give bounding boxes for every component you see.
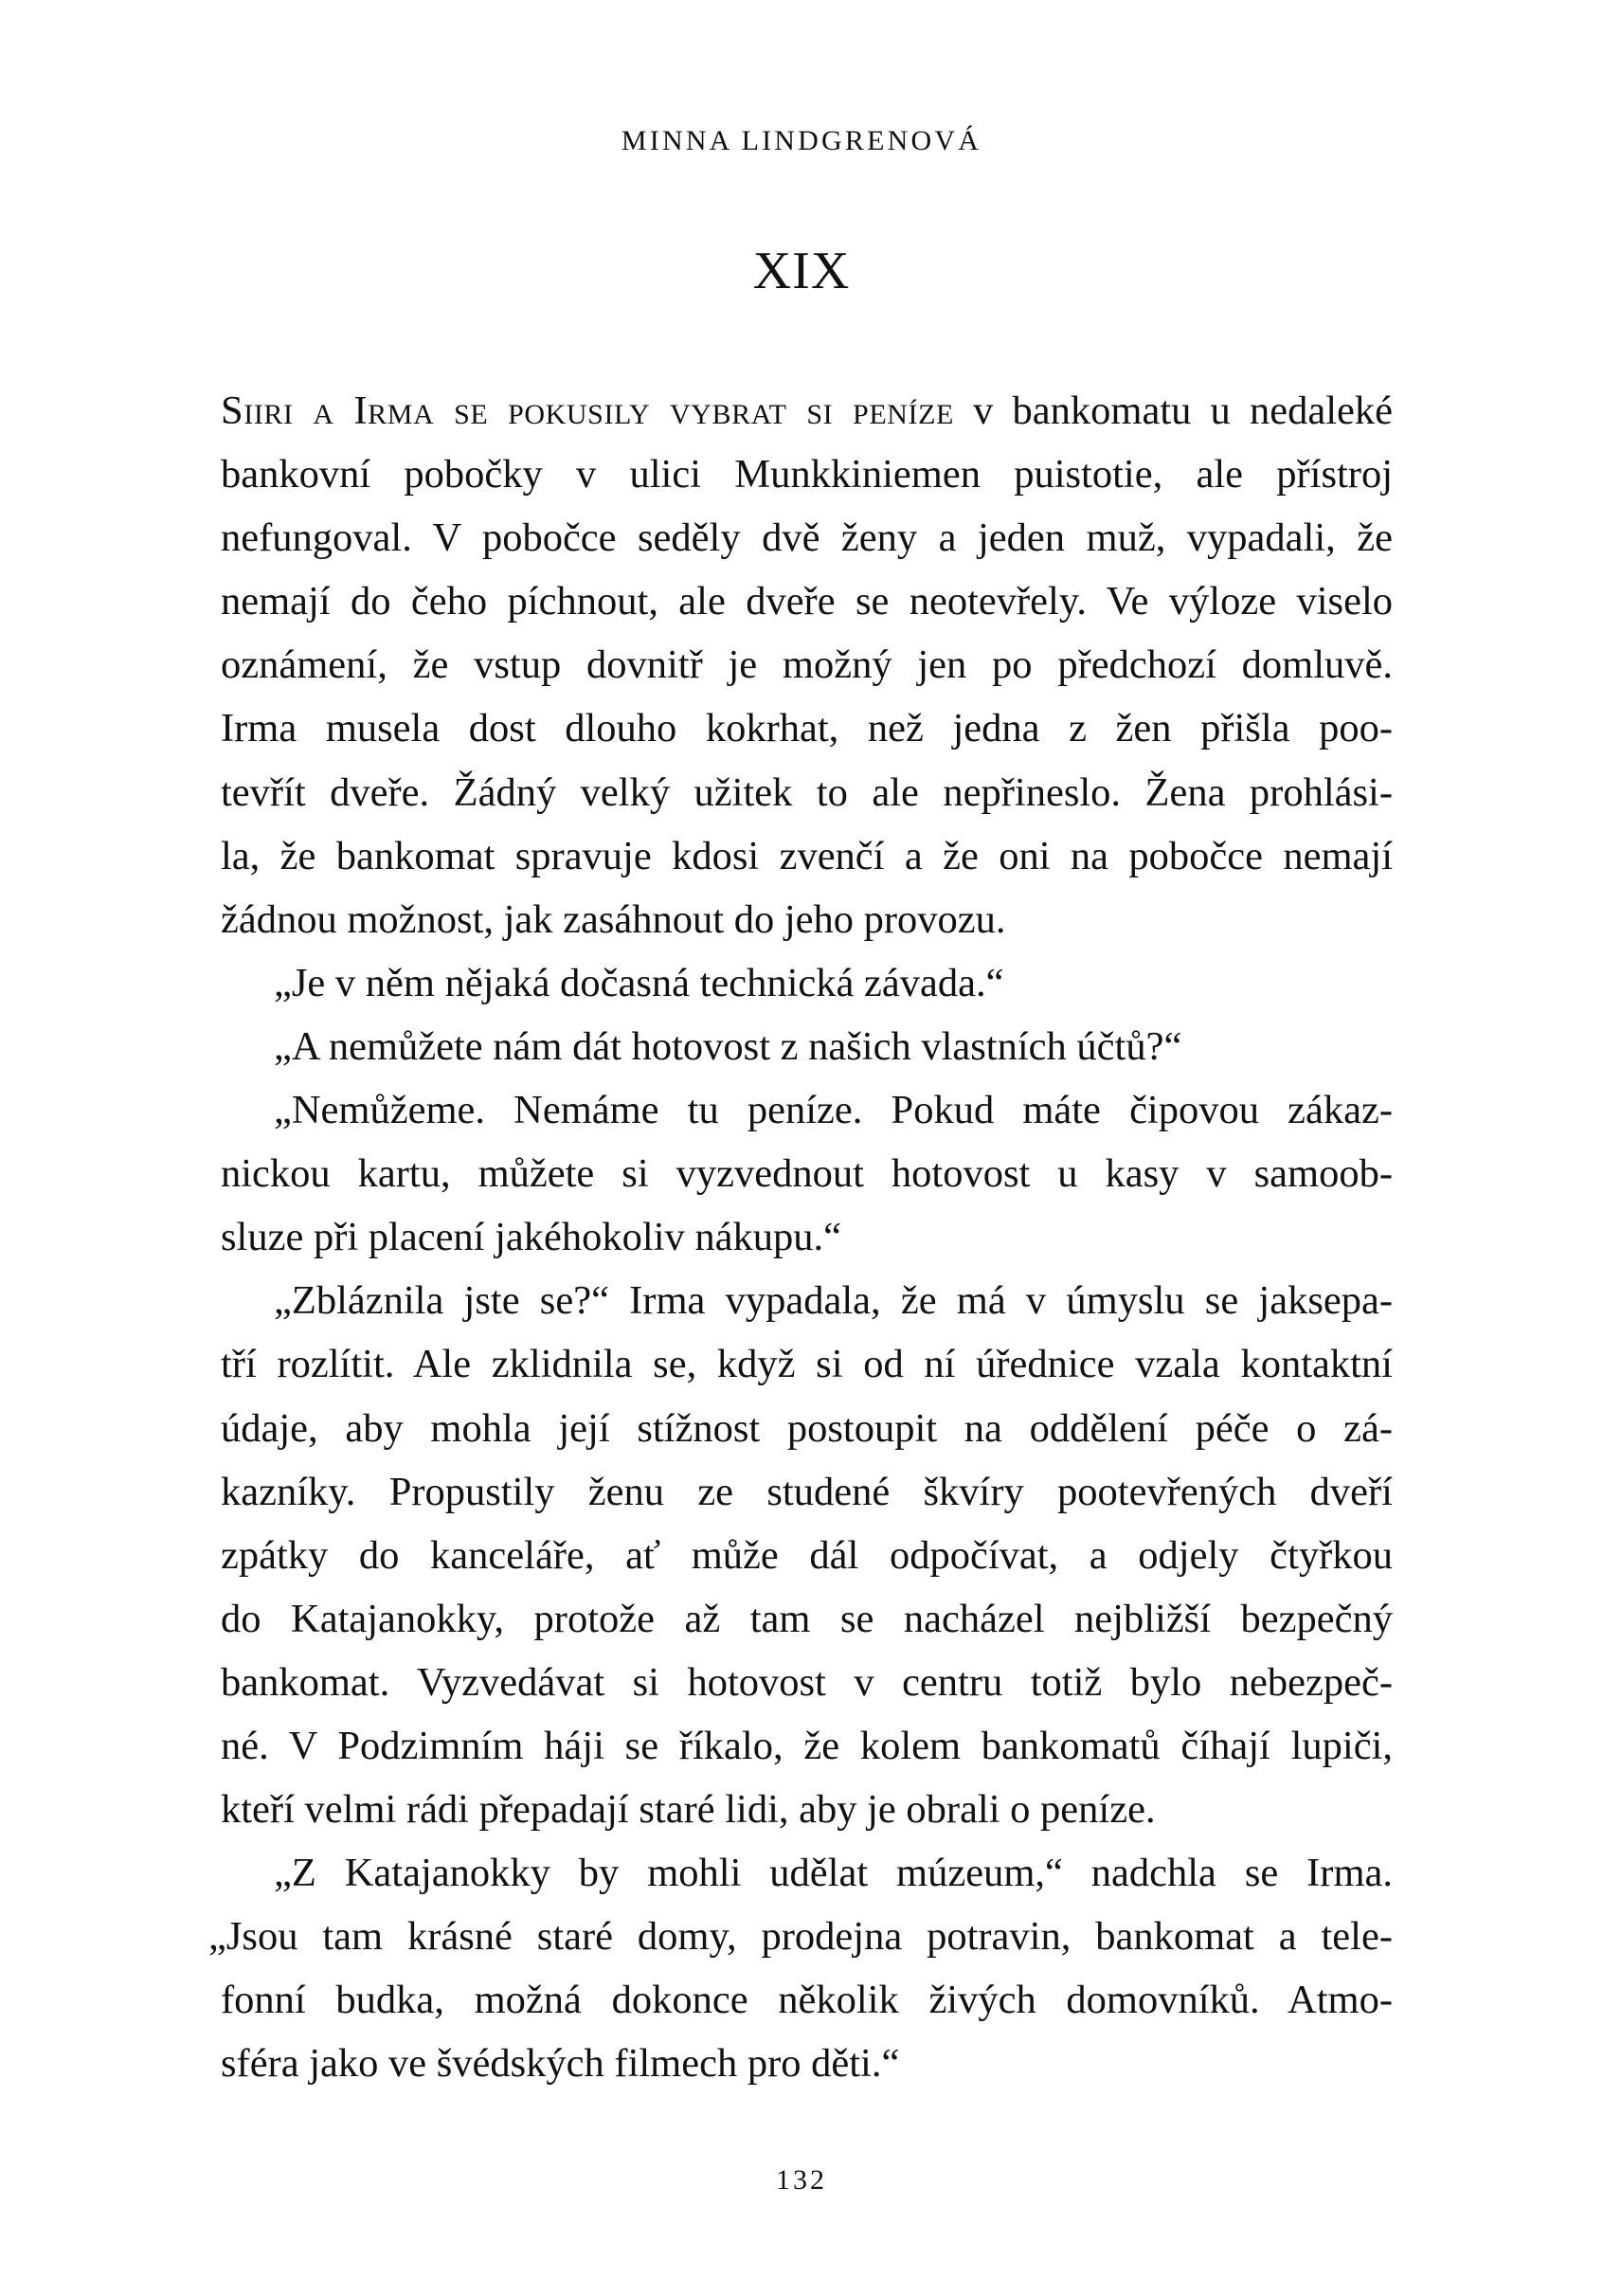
opening-smallcaps: Siiri a Irma se pokusily vybrat si peníze xyxy=(221,389,954,433)
text-line xyxy=(221,379,1393,443)
dialogue-line: „Zbláznila jste se?“ Irma vypadala, že má v úmyslu se jaksepa- xyxy=(274,1278,1393,1324)
text-line: tří rozlítit. Ale zklidnila se, když si od ní úřednice vzala kontaktní xyxy=(221,1342,1393,1387)
text-line: kteří velmi rádi přepadají staré lidi, aby je obrali o peníze. xyxy=(221,1787,1156,1833)
text-line: la, že bankomat spravuje kdosi zvenčí a že oni na pobočce nemají xyxy=(221,833,1393,878)
text-line: nemají do čeho píchnout, ale dveře se neotevřely. Ve výloze viselo xyxy=(221,579,1393,624)
text-line: Irma musela dost dlouho kokrhat, než jedna z žen přišla poo- xyxy=(221,706,1393,751)
dialogue-line: „Nemůžeme. Nemáme tu peníze. Pokud máte čipovou zákaz- xyxy=(274,1088,1393,1133)
text-line: nickou kartu, můžete si vyzvednout hotovost u kasy v samoob- xyxy=(221,1151,1393,1197)
dialogue-line: „Z Katajanokky by mohli udělat múzeum,“ nadchla se Irma. xyxy=(274,1851,1393,1896)
text-line: bankovní pobočky v ulici Munkkiniemen puistotie, ale přístroj xyxy=(221,452,1393,497)
dialogue-line: „Je v něm nějaká dočasná technická závada.“ xyxy=(274,960,1004,1005)
text-line: né. V Podzimním háji se říkalo, že kolem bankomatů číhají lupiči, xyxy=(221,1723,1393,1768)
text-line: tevřít dveře. Žádný velký užitek to ale nepřineslo. Žena prohlási- xyxy=(221,769,1393,815)
page-number: 132 xyxy=(776,2164,827,2196)
text-line: sluze při placení jakéhokoliv nákupu.“ xyxy=(221,1215,841,1260)
dialogue-line: „Jsou tam krásné staré domy, prodejna potravin, bankomat a tele- xyxy=(208,1914,1393,1960)
text-line: do Katajanokky, protože až tam se nacházel nejbližší bezpečný xyxy=(221,1596,1393,1641)
text-line: fonní budka, možná dokonce několik živých domovníků. Atmo- xyxy=(221,1978,1393,2023)
chapter-body xyxy=(208,379,1393,2096)
text-line: žádnou možnost, jak zasáhnout do jeho provozu. xyxy=(221,896,1006,942)
running-head-author: MINNA LINDGRENOVÁ xyxy=(621,125,982,156)
text-line: oznámení, že vstup dovnitř je možný jen po předchozí domluvě. xyxy=(221,642,1393,688)
dialogue-line: „A nemůžete nám dát hotovost z našich vlastních účtů?“ xyxy=(274,1023,1182,1069)
text-line: zpátky do kanceláře, ať může dál odpočívat, a odjely čtyřkou xyxy=(221,1532,1393,1578)
chapter-number: XIX xyxy=(752,242,851,300)
text-line: údaje, aby mohla její stížnost postoupit na oddělení péče o zá- xyxy=(221,1405,1393,1451)
text-line: nefungoval. V pobočce seděly dvě ženy a jeden muž, vypadali, že xyxy=(221,515,1393,561)
text-line: sféra jako ve švédských filmech pro děti.“ xyxy=(221,2041,900,2087)
text-line: kazníky. Propustily ženu ze studené škvíry pootevřených dveří xyxy=(221,1469,1393,1514)
text-line-rest: v bankomatu u nedaleké xyxy=(953,389,1393,433)
text-line: bankomat. Vyzvedávat si hotovost v centru totiž bylo nebezpeč- xyxy=(221,1659,1393,1705)
